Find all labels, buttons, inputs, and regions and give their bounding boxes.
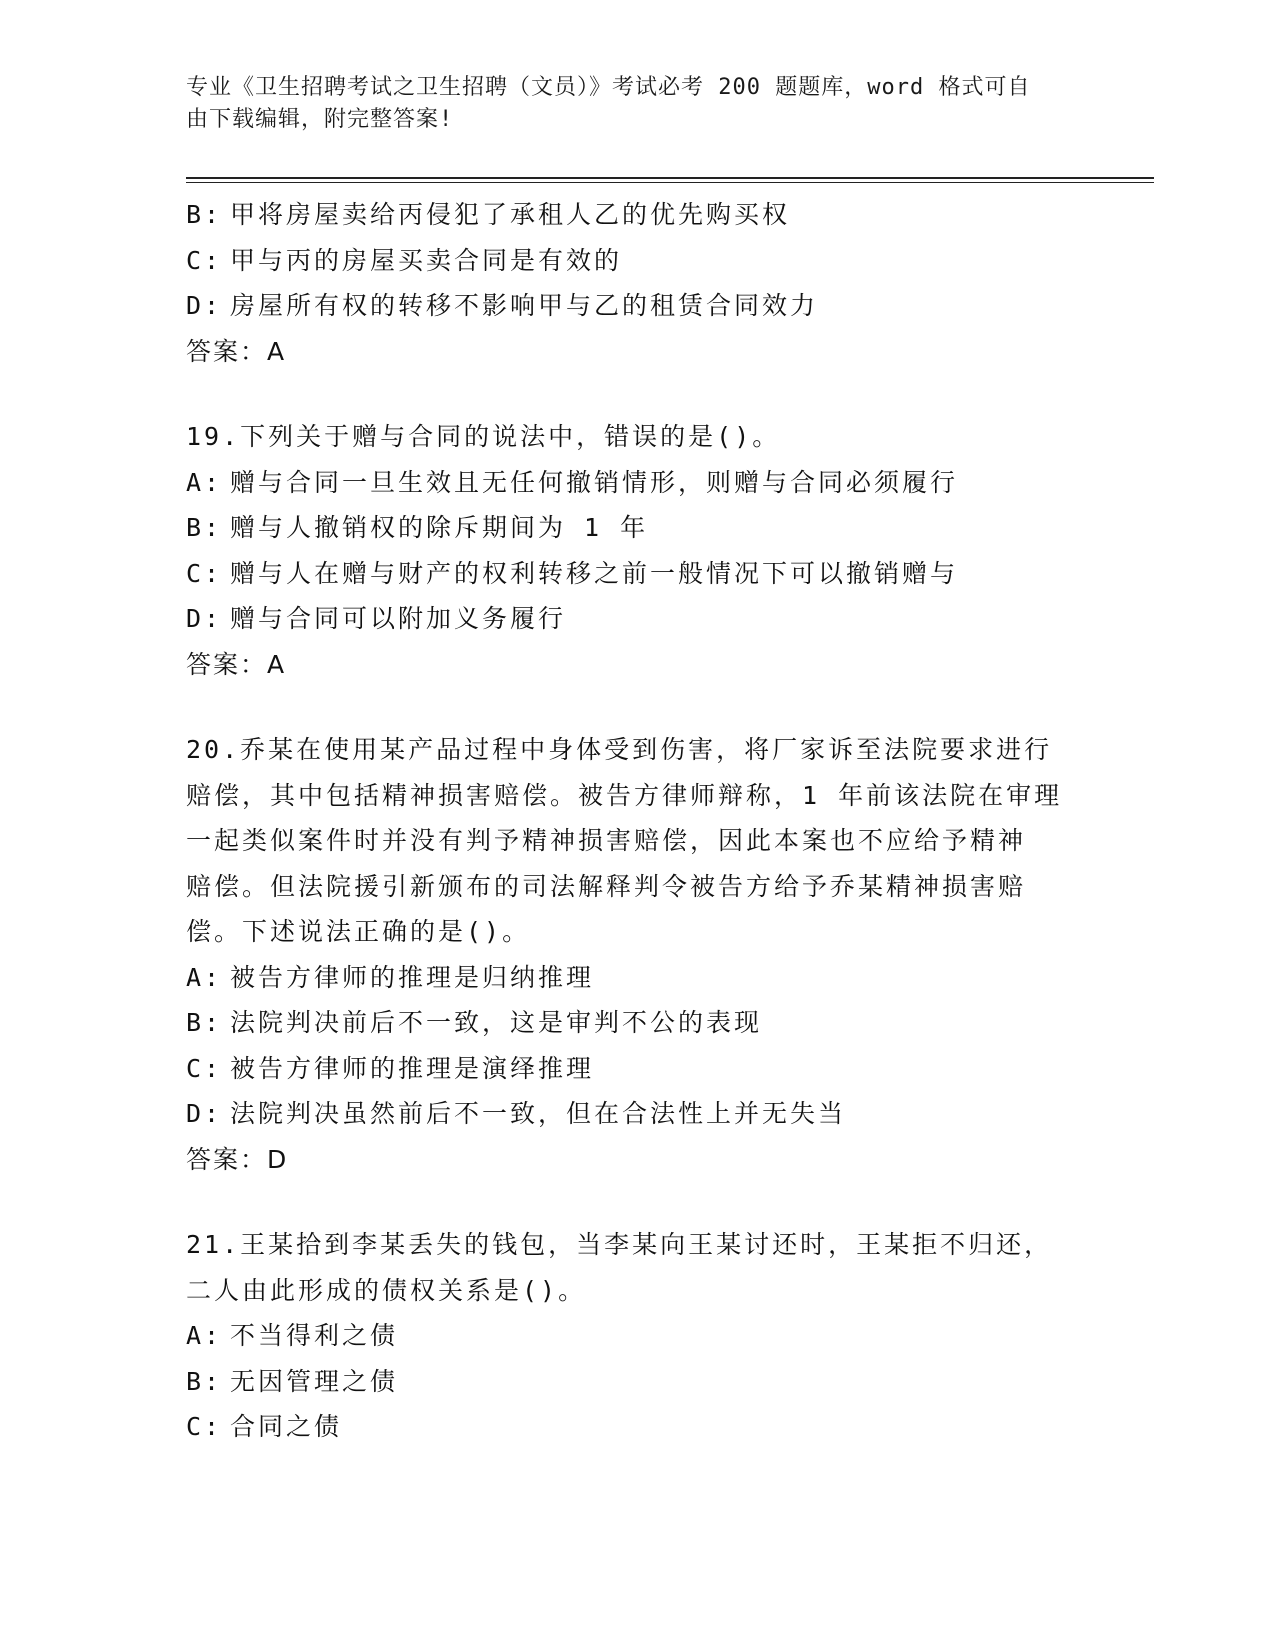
question-spacer <box>186 1182 1086 1222</box>
option-text: 甲将房屋卖给丙侵犯了承租人乙的优先购买权 <box>230 200 791 229</box>
option-text: 不当得利之债 <box>230 1321 399 1350</box>
option-a <box>186 1313 1086 1359</box>
option-letter: C: <box>186 245 223 275</box>
question-stem-line: 赔偿。但法院援引新颁布的司法解释判令被告方给予乔某精神损害赔 <box>186 871 1027 901</box>
header-line-1: 专业《卫生招聘考试之卫生招聘（文员）》考试必考 200 题题库，word 格式可自 <box>186 75 1031 100</box>
option-text: 无因管理之债 <box>230 1366 399 1396</box>
option-d <box>186 596 1086 642</box>
question-18-tail <box>186 192 1086 374</box>
question-spacer <box>186 374 1086 414</box>
option-text: 甲与丙的房屋买卖合同是有效的 <box>230 245 623 275</box>
option-text: 赠与合同可以附加义务履行 <box>230 604 567 633</box>
option-text: 被告方律师的推理是归纳推理 <box>230 962 595 992</box>
option-a <box>186 955 1086 1001</box>
question-content <box>186 192 1086 1450</box>
option-letter: B: <box>186 1008 223 1037</box>
question-stem-line: 20.乔某在使用某产品过程中身体受到伤害，将厂家诉至法院要求进行 <box>186 735 1053 764</box>
document-header <box>186 72 1066 136</box>
option-letter: C: <box>186 558 223 588</box>
option-letter: D: <box>186 1099 223 1128</box>
option-c <box>186 1404 1086 1450</box>
option-text: 法院判决前后不一致，这是审判不公的表现 <box>230 1008 763 1037</box>
question-20 <box>186 727 1086 1182</box>
option-b <box>186 505 1086 551</box>
option-text: 法院判决虽然前后不一致，但在合法性上并无失当 <box>230 1099 847 1128</box>
option-letter: A: <box>186 962 223 992</box>
question-stem: 19.下列关于赠与合同的说法中，错误的是()。 <box>186 422 781 451</box>
option-text: 房屋所有权的转移不影响甲与乙的租赁合同效力 <box>230 291 819 320</box>
header-divider-thin <box>186 182 1154 183</box>
question-stem-line: 赔偿，其中包括精神损害赔偿。被告方律师辩称，1 年前该法院在审理 <box>186 780 1063 810</box>
answer-line: 答案：A <box>186 336 287 366</box>
header-divider-thick <box>186 177 1154 179</box>
answer-line: 答案：D <box>186 1144 289 1174</box>
question-spacer <box>186 687 1086 727</box>
option-text: 赠与人撤销权的除斥期间为 1 年 <box>230 513 649 542</box>
option-d <box>186 1091 1086 1137</box>
option-b <box>186 1359 1086 1405</box>
question-stem-line: 21.王某拾到李某丢失的钱包，当李某向王某讨还时，王某拒不归还， <box>186 1230 1053 1259</box>
option-text: 合同之债 <box>230 1412 343 1441</box>
question-19 <box>186 414 1086 687</box>
option-text: 赠与人在赠与财产的权利转移之前一般情况下可以撤销赠与 <box>230 558 959 588</box>
option-text: 被告方律师的推理是演绎推理 <box>230 1053 595 1083</box>
option-letter: B: <box>186 200 223 229</box>
option-d <box>186 283 1086 329</box>
question-stem-line: 偿。下述说法正确的是()。 <box>186 917 531 946</box>
option-c <box>186 1046 1086 1092</box>
header-line-2: 由下载编辑，附完整答案! <box>186 107 454 132</box>
option-b <box>186 192 1086 238</box>
option-c <box>186 551 1086 597</box>
option-letter: D: <box>186 604 223 633</box>
option-letter: A: <box>186 467 223 497</box>
question-stem-line: 一起类似案件时并没有判予精神损害赔偿，因此本案也不应给予精神 <box>186 826 1027 855</box>
option-letter: A: <box>186 1321 223 1350</box>
answer-line: 答案：A <box>186 649 287 679</box>
option-letter: B: <box>186 513 223 542</box>
option-letter: D: <box>186 291 223 320</box>
option-c <box>186 238 1086 284</box>
option-letter: C: <box>186 1412 223 1441</box>
question-21 <box>186 1222 1086 1450</box>
option-b <box>186 1000 1086 1046</box>
option-letter: B: <box>186 1366 223 1396</box>
option-a <box>186 460 1086 506</box>
question-stem-line: 二人由此形成的债权关系是()。 <box>186 1275 587 1305</box>
option-text: 赠与合同一旦生效且无任何撤销情形，则赠与合同必须履行 <box>230 467 959 497</box>
option-letter: C: <box>186 1053 223 1083</box>
